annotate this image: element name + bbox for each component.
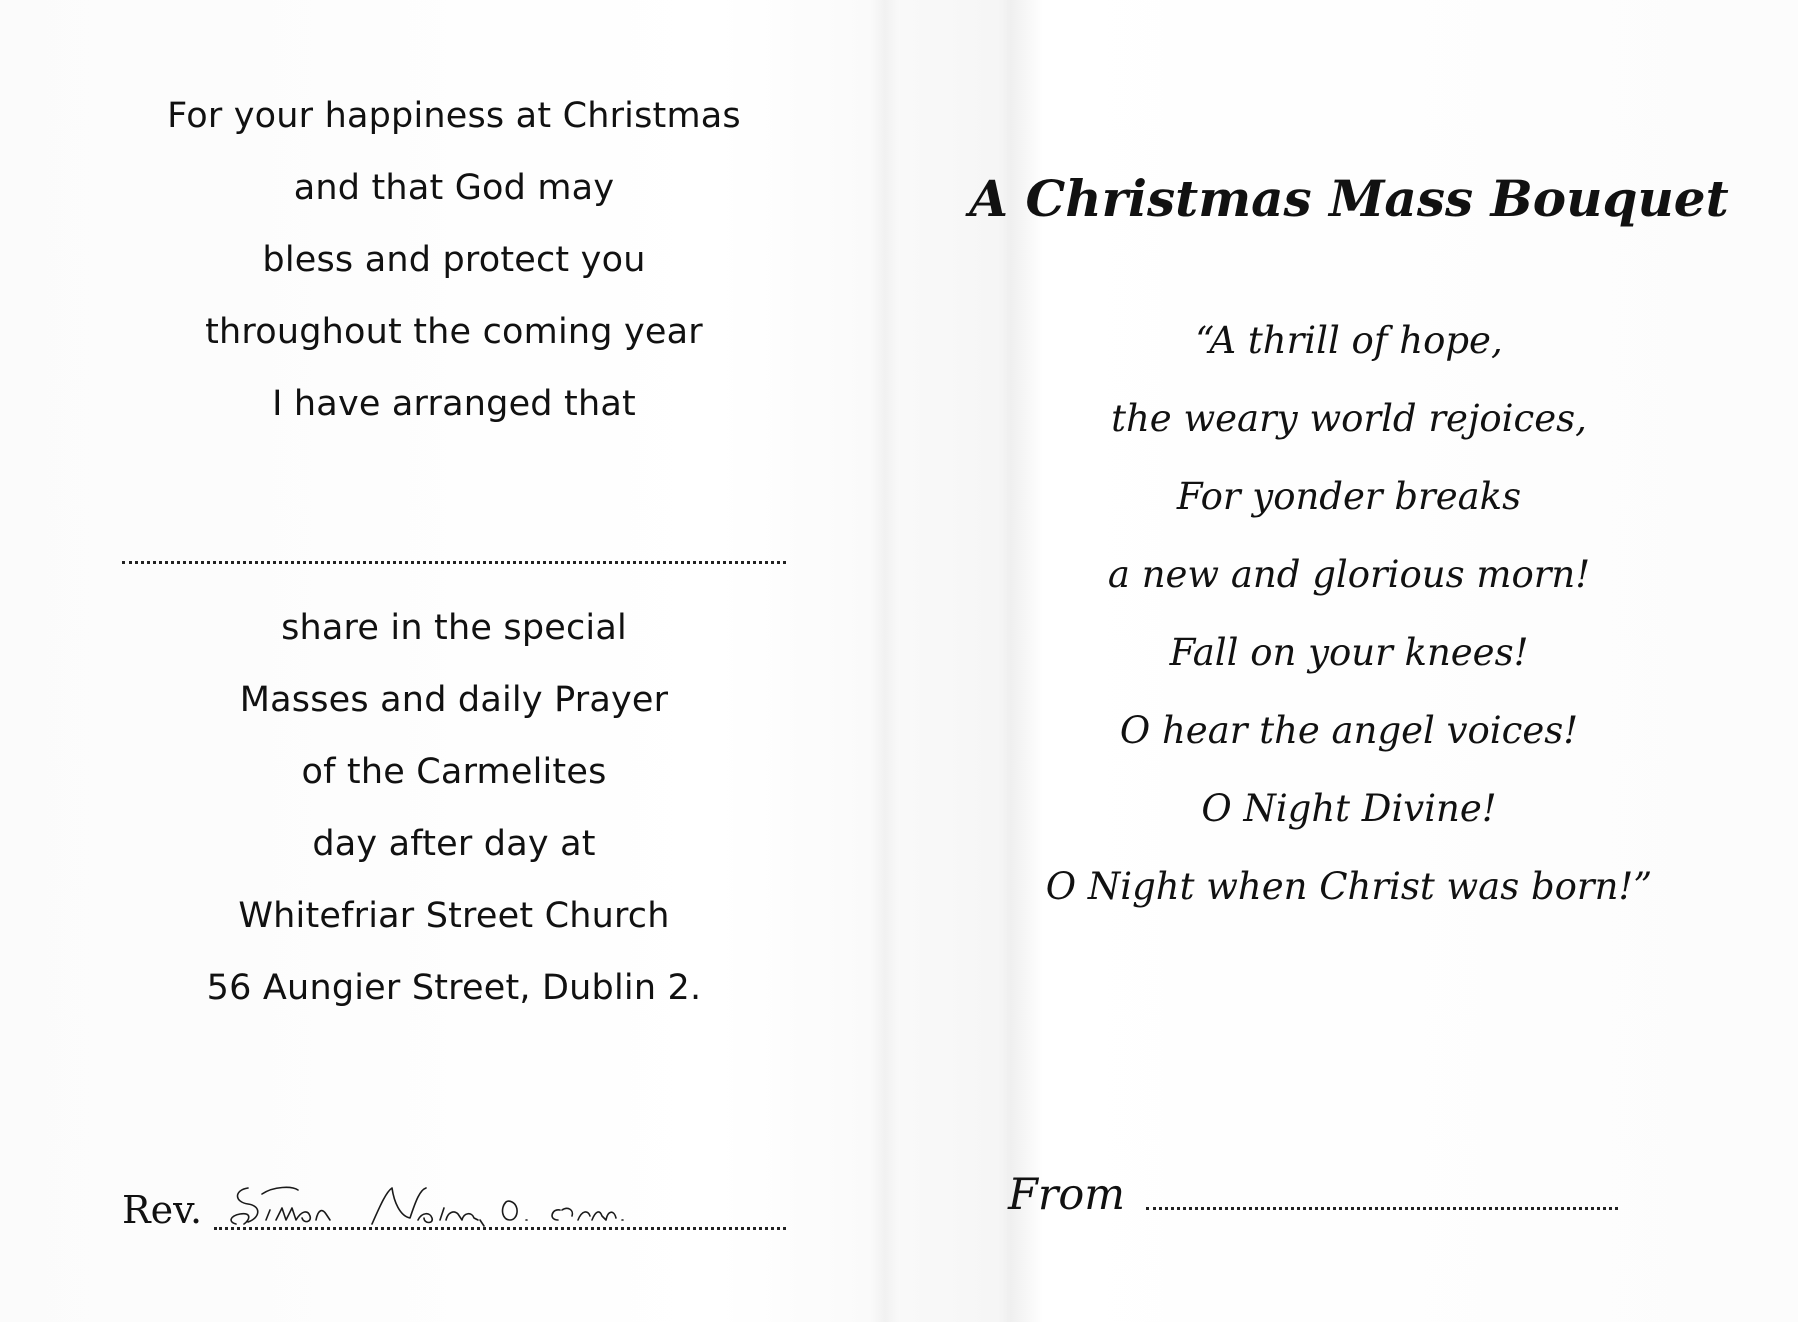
from-label: From bbox=[1008, 1170, 1126, 1220]
rev-label: Rev. bbox=[122, 1188, 203, 1232]
verse-line: the weary world rejoices, bbox=[1111, 397, 1587, 440]
intro-line: I have arranged that bbox=[272, 384, 636, 424]
details-line: share in the special bbox=[281, 608, 627, 648]
signature-row bbox=[122, 1180, 786, 1240]
handwritten-signature bbox=[222, 1180, 722, 1230]
recipient-name-blank[interactable] bbox=[122, 561, 786, 564]
right-panel bbox=[900, 0, 1798, 1322]
verse-line: For yonder breaks bbox=[1176, 475, 1522, 518]
verse-line: Fall on your knees! bbox=[1169, 631, 1529, 674]
verse-line: O Night when Christ was born!” bbox=[1045, 865, 1653, 908]
intro-text bbox=[122, 80, 786, 440]
verse-line: a new and glorious morn! bbox=[1107, 553, 1591, 596]
intro-line: and that God may bbox=[293, 168, 615, 208]
intro-line: bless and protect you bbox=[262, 240, 646, 280]
intro-line: throughout the coming year bbox=[205, 312, 703, 352]
details-line: day after day at bbox=[312, 824, 596, 864]
intro-line: For your happiness at Christmas bbox=[167, 96, 741, 136]
from-blank[interactable] bbox=[1146, 1207, 1618, 1210]
mass-details-text bbox=[122, 592, 786, 1024]
verse bbox=[900, 302, 1798, 926]
from-row bbox=[1008, 1165, 1618, 1225]
details-line: Masses and daily Prayer bbox=[239, 680, 669, 720]
card-title: A Christmas Mass Bouquet bbox=[969, 168, 1729, 228]
church-name: Whitefriar Street Church bbox=[238, 896, 670, 936]
verse-line: O hear the angel voices! bbox=[1119, 709, 1579, 752]
verse-line: O Night Divine! bbox=[1201, 787, 1497, 830]
church-address: 56 Aungier Street, Dublin 2. bbox=[206, 968, 702, 1008]
verse-line: “A thrill of hope, bbox=[1195, 319, 1503, 362]
details-line: of the Carmelites bbox=[301, 752, 607, 792]
